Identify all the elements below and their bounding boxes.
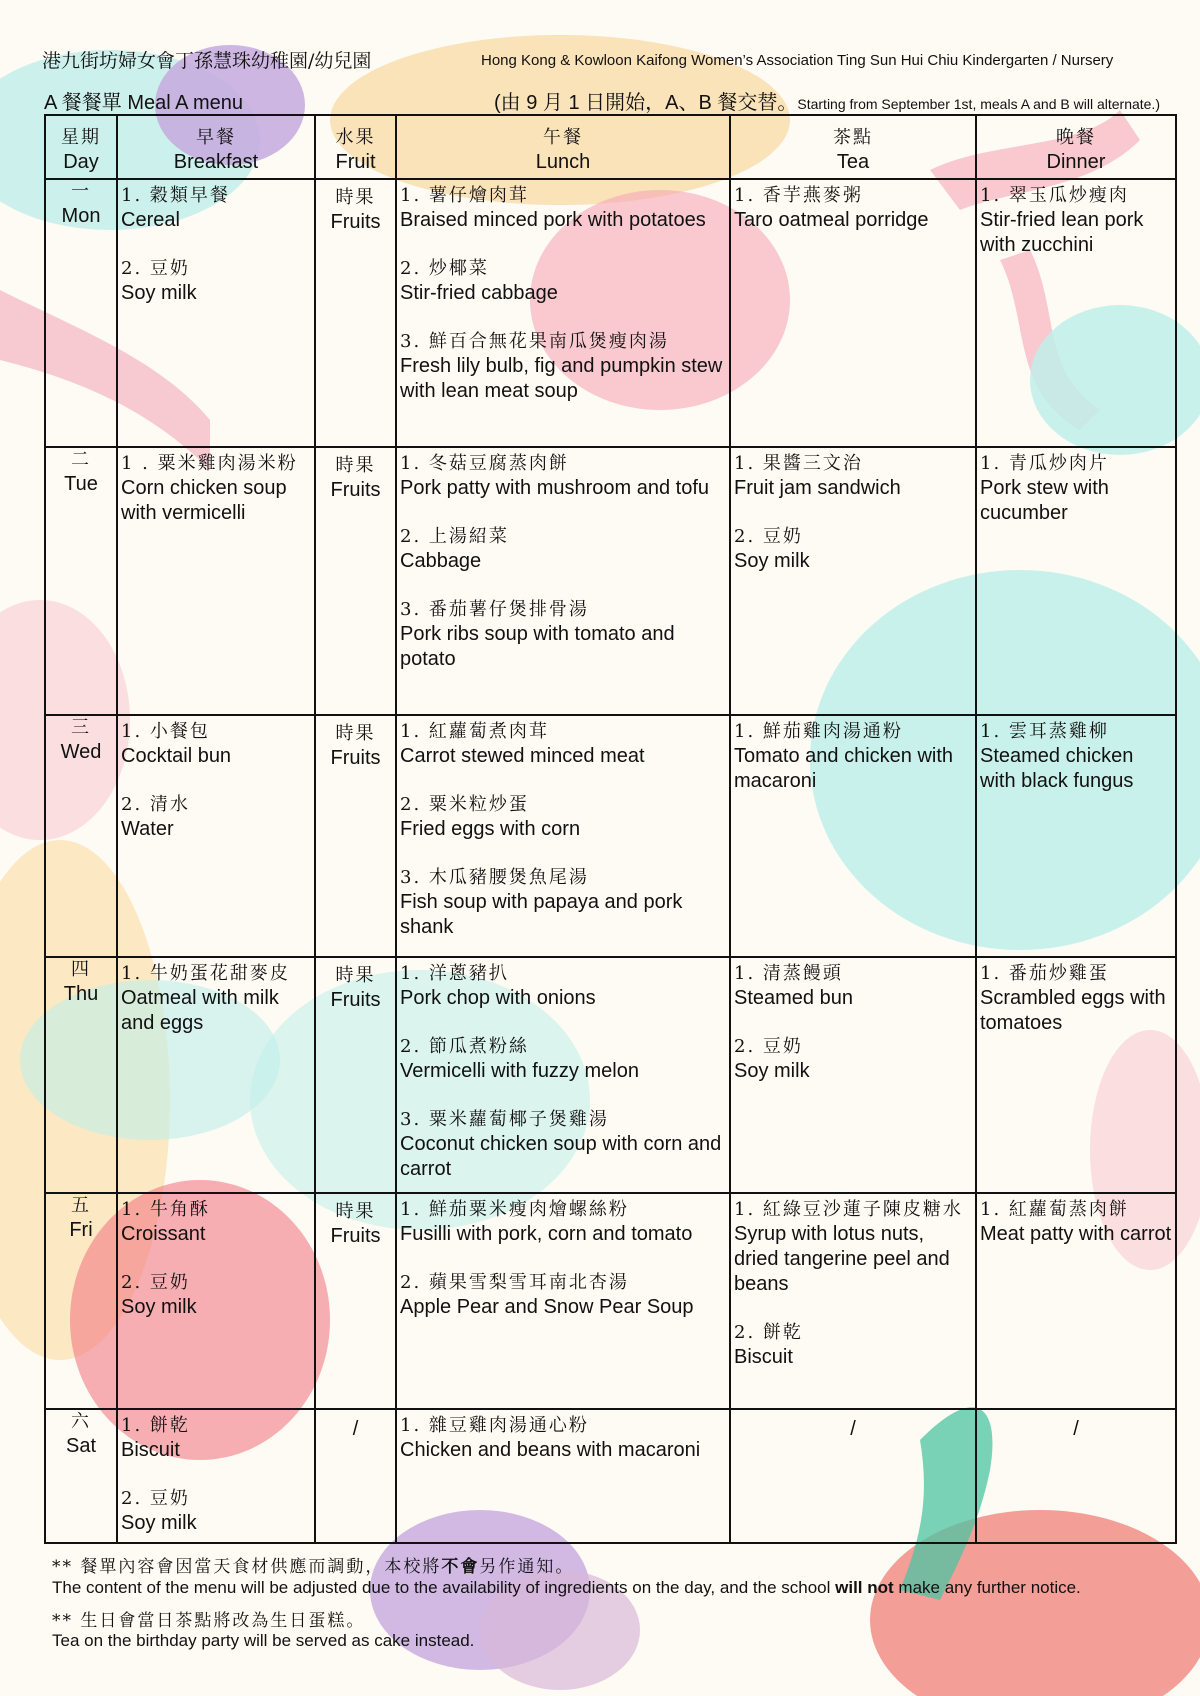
lunch-cell: [396, 715, 730, 957]
tea-cell: /: [730, 1409, 976, 1543]
column-header-breakfast: 早餐 Breakfast: [117, 115, 315, 179]
dish: 1. 翠玉瓜炒瘦肉 Stir-fried lean pork with zucchini: [980, 185, 1144, 256]
dish: 1 . 粟米雞肉湯米粉 Corn chicken soup with vermicelli: [121, 453, 298, 524]
dish: 3. 鮮百合無花果南瓜煲瘦肉湯 Fresh lily bulb, fig and pumpkin stew with lean meat soup: [400, 331, 723, 402]
dish: 1. 紅蘿蔔蒸肉餅 Meat patty with carrot: [980, 1199, 1172, 1245]
dish: 1. 小餐包 Cocktail bun: [121, 721, 232, 767]
dish: 1. 牛奶蛋花甜麥皮 Oatmeal with milk and eggs: [121, 963, 290, 1034]
breakfast-cell: [117, 715, 315, 957]
day-cell: 一 Mon: [45, 179, 117, 447]
tea-cell: [730, 1193, 976, 1409]
dinner-cell: [976, 957, 1176, 1193]
dish: 1. 穀類早餐 Cereal: [121, 185, 230, 231]
tea-cell: [730, 179, 976, 447]
dish: 1. 薯仔燴肉茸 Braised minced pork with potatoes: [400, 185, 706, 231]
header-row: [45, 115, 1176, 179]
dish: 1. 餅乾 Biscuit: [121, 1415, 190, 1461]
column-header-fruit: 水果 Fruit: [315, 115, 396, 179]
lunch-cell: [396, 1193, 730, 1409]
alternation-note-en: Starting from September 1st, meals A and B will alternate.): [797, 96, 1160, 112]
dish: 1. 清蒸饅頭 Steamed bun: [734, 963, 853, 1009]
breakfast-cell: [117, 1193, 315, 1409]
dish: 1. 雲耳蒸雞柳 Steamed chicken with black fungus: [980, 721, 1134, 792]
dinner-cell: /: [976, 1409, 1176, 1543]
day-cell: 二 Tue: [45, 447, 117, 715]
dish: 1. 果醬三文治 Fruit jam sandwich: [734, 453, 901, 499]
day-row-sat: [45, 1409, 1176, 1543]
breakfast-cell: [117, 179, 315, 447]
meal-menu-table: [44, 114, 1177, 1544]
note-ingredients-zh: ** 餐單內容會因當天食材供應而調動，本校將不會另作通知。: [52, 1557, 575, 1577]
dish: 2. 豆奶 Soy milk: [121, 1272, 197, 1318]
dinner-cell: [976, 179, 1176, 447]
tea-cell: [730, 715, 976, 957]
dish: 2. 豆奶 Soy milk: [734, 526, 810, 572]
dish: 1. 香芋燕麥粥 Taro oatmeal porridge: [734, 185, 929, 231]
day-cell: 三 Wed: [45, 715, 117, 957]
dish: 1. 青瓜炒肉片 Pork stew with cucumber: [980, 453, 1109, 524]
lunch-cell: [396, 179, 730, 447]
column-header-tea: 茶點 Tea: [730, 115, 976, 179]
alternation-note: [494, 86, 1160, 115]
menu-title: A 餐餐單 Meal A menu: [44, 92, 243, 114]
day-row-mon: [45, 179, 1176, 447]
fruit-cell: 時果 Fruits: [315, 715, 396, 957]
dish: 1. 鮮茄雞肉湯通粉 Tomato and chicken with macaroni: [734, 721, 954, 792]
day-row-thu: [45, 957, 1176, 1193]
tea-cell: [730, 957, 976, 1193]
breakfast-cell: [117, 957, 315, 1193]
dish: 2. 豆奶 Soy milk: [734, 1036, 810, 1082]
column-header-lunch: 午餐 Lunch: [396, 115, 730, 179]
day-row-fri: [45, 1193, 1176, 1409]
dish: 1. 紅蘿蔔煮肉茸 Carrot stewed minced meat: [400, 721, 645, 767]
dish: 2. 清水 Water: [121, 794, 190, 840]
dish: 1. 鮮茄粟米瘦肉燴螺絲粉 Fusilli with pork, corn and tomato: [400, 1199, 693, 1245]
school-name-zh: 港九街坊婦女會丁孫慧珠幼稚園/幼兒園: [42, 50, 372, 72]
lunch-cell: [396, 447, 730, 715]
column-header-day: 星期 Day: [45, 115, 117, 179]
day-cell: 五 Fri: [45, 1193, 117, 1409]
day-cell: 六 Sat: [45, 1409, 117, 1543]
dinner-cell: [976, 1193, 1176, 1409]
alternation-note-zh: (由 9 月 1 日開始，A、B 餐交替。: [494, 92, 798, 114]
fruit-cell: 時果 Fruits: [315, 1193, 396, 1409]
dish: 2. 粟米粒炒蛋 Fried eggs with corn: [400, 794, 581, 840]
day-cell: 四 Thu: [45, 957, 117, 1193]
dish: 2. 豆奶 Soy milk: [121, 1488, 197, 1534]
day-row-wed: [45, 715, 1176, 957]
dish: 3. 番茄薯仔煲排骨湯 Pork ribs soup with tomato and potato: [400, 599, 675, 670]
fruit-cell: 時果 Fruits: [315, 447, 396, 715]
fruit-cell: 時果 Fruits: [315, 179, 396, 447]
dish: 2. 蘋果雪梨雪耳南北杏湯 Apple Pear and Snow Pear Soup: [400, 1272, 694, 1318]
breakfast-cell: [117, 447, 315, 715]
fruit-cell: /: [315, 1409, 396, 1543]
lunch-cell: [396, 1409, 730, 1543]
fruit-cell: 時果 Fruits: [315, 957, 396, 1193]
note-birthday-zh: ** 生日會當日茶點將改為生日蛋糕。: [52, 1611, 366, 1631]
dish: 3. 木瓜豬腰煲魚尾湯 Fish soup with papaya and pork shank: [400, 867, 683, 938]
dish: 2. 餅乾 Biscuit: [734, 1322, 803, 1368]
school-name-en: Hong Kong & Kowloon Kaifong Women’s Association Ting Sun Hui Chiu Kindergarten / Nursery: [481, 52, 1114, 69]
dish: 3. 粟米蘿蔔椰子煲雞湯 Coconut chicken soup with corn and carrot: [400, 1109, 722, 1180]
dish: 2. 炒椰菜 Stir-fried cabbage: [400, 258, 558, 304]
dish: 1. 雜豆雞肉湯通心粉 Chicken and beans with macaroni: [400, 1415, 701, 1461]
column-header-dinner: 晚餐 Dinner: [976, 115, 1176, 179]
dish: 2. 節瓜煮粉絲 Vermicelli with fuzzy melon: [400, 1036, 639, 1082]
dish: 1. 紅綠豆沙蓮子陳皮糖水 Syrup with lotus nuts, dried tangerine peel and beans: [734, 1199, 963, 1295]
dinner-cell: [976, 447, 1176, 715]
dinner-cell: [976, 715, 1176, 957]
dish: 1. 牛角酥 Croissant: [121, 1199, 210, 1245]
lunch-cell: [396, 957, 730, 1193]
dish: 2. 豆奶 Soy milk: [121, 258, 197, 304]
dish: 1. 番茄炒雞蛋 Scrambled eggs with tomatoes: [980, 963, 1166, 1034]
dish: 1. 洋蔥豬扒 Pork chop with onions: [400, 963, 596, 1009]
day-row-tue: [45, 447, 1176, 715]
breakfast-cell: [117, 1409, 315, 1543]
dish: 1. 冬菇豆腐蒸肉餅 Pork patty with mushroom and tofu: [400, 453, 710, 499]
note-ingredients-en: The content of the menu will be adjusted due to the availability of ingredients on the day, and the school will not make any further notice.: [52, 1578, 1081, 1597]
dish: 2. 上湯紹菜 Cabbage: [400, 526, 509, 572]
tea-cell: [730, 447, 976, 715]
note-birthday-en: Tea on the birthday party will be served as cake instead.: [52, 1631, 475, 1650]
